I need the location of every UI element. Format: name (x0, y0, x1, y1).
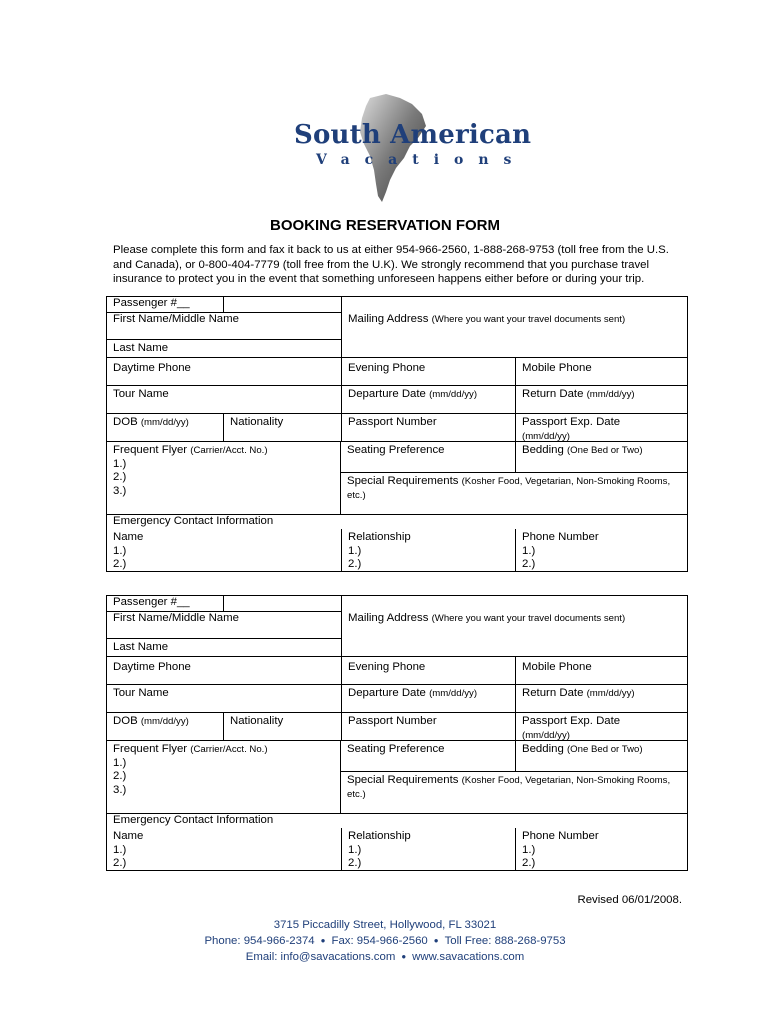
frequent-flyer-field[interactable] (107, 741, 340, 813)
nationality-field[interactable] (223, 414, 341, 441)
emergency-relationship-line-1: 1.) (348, 843, 362, 856)
emergency-name-line-1: 1.) (113, 544, 127, 557)
passport-number-field[interactable] (341, 713, 515, 740)
mobile-phone-field[interactable] (515, 358, 687, 385)
bullet-icon: ● (433, 936, 439, 945)
bedding-label: Bedding (522, 743, 564, 755)
seating-preference-label: Seating Preference (347, 743, 445, 755)
frequent-flyer-field[interactable] (107, 442, 340, 514)
return-date-label: Return Date (522, 388, 584, 400)
evening-phone-label: Evening Phone (348, 661, 426, 673)
dob-field[interactable] (107, 713, 223, 740)
last-name-field[interactable] (107, 638, 341, 657)
bedding-note: (One Bed or Two) (566, 744, 643, 755)
emergency-name-label: Name (113, 830, 144, 842)
return-date-format: (mm/dd/yy) (586, 389, 635, 400)
passenger-number-field[interactable] (223, 596, 341, 611)
evening-phone-field[interactable] (341, 657, 515, 684)
ff-line-2: 2.) (113, 471, 127, 483)
nationality-label: Nationality (230, 715, 284, 727)
first-name-field[interactable] (107, 611, 341, 638)
mobile-phone-field[interactable] (515, 657, 687, 684)
company-logo (288, 92, 532, 204)
footer-fax: Fax: 954-966-2560 (331, 935, 428, 948)
special-requirements-field[interactable] (341, 472, 687, 514)
emergency-contact-heading: Emergency Contact Information (113, 814, 274, 826)
footer-email[interactable]: Email: info@savacations.com (245, 951, 396, 964)
mailing-address-note: (Where you want your travel documents sent) (431, 613, 626, 624)
return-date-format: (mm/dd/yy) (586, 688, 635, 699)
mailing-address-label: Mailing Address (348, 313, 429, 325)
passport-exp-field[interactable] (515, 713, 687, 740)
tour-name-label: Tour Name (113, 687, 169, 699)
passport-exp-format: (mm/dd/yy) (522, 729, 570, 741)
ff-line-1: 1.) (113, 457, 127, 470)
emergency-phone-label: Phone Number (522, 531, 599, 543)
passenger-number-label: Passenger #__ (113, 297, 190, 309)
return-date-label: Return Date (522, 687, 584, 699)
passport-number-field[interactable] (341, 414, 515, 441)
intro-text: Please complete this form and fax it back to us at either 954-966-2560, 1-888-268-9753 (toll free from the U.S. and Canada), or 0-800-404-7779 (toll free from the U.K). We strongly recommend that you purchase travel insurance to protect you in the event that something unforeseen happens either before or during your trip. (113, 244, 669, 285)
emergency-phone-label: Phone Number (522, 830, 599, 842)
form-title: BOOKING RESERVATION FORM (269, 217, 500, 234)
bedding-field[interactable] (515, 442, 687, 472)
emergency-relationship-field[interactable] (341, 529, 515, 571)
emergency-relationship-label: Relationship (348, 531, 411, 543)
emergency-name-line-2: 2.) (113, 857, 127, 869)
seating-preference-label: Seating Preference (347, 444, 445, 456)
dob-format: (mm/dd/yy) (140, 716, 189, 727)
contact-footer (0, 917, 770, 965)
departure-date-field[interactable] (341, 386, 515, 413)
emergency-relationship-line-2: 2.) (348, 857, 362, 869)
ff-line-2: 2.) (113, 770, 127, 782)
bedding-label: Bedding (522, 444, 564, 456)
frequent-flyer-label: Frequent Flyer (113, 444, 188, 456)
first-name-label: First Name/Middle Name (113, 313, 239, 325)
passenger-number-field[interactable] (223, 297, 341, 312)
emergency-name-line-1: 1.) (113, 843, 127, 856)
departure-date-label: Departure Date (348, 687, 426, 699)
special-requirements-label: Special Requirements (347, 475, 459, 487)
emergency-phone-field[interactable] (515, 828, 687, 870)
emergency-relationship-field[interactable] (341, 828, 515, 870)
last-name-label: Last Name (113, 341, 169, 354)
passport-exp-field[interactable] (515, 414, 687, 441)
bedding-note: (One Bed or Two) (566, 445, 643, 456)
passenger-form-2 (106, 595, 688, 871)
frequent-flyer-note: (Carrier/Acct. No.) (190, 445, 268, 456)
last-name-field[interactable] (107, 339, 341, 358)
seating-preference-field[interactable] (341, 442, 515, 472)
dob-field[interactable] (107, 414, 223, 441)
emergency-name-field[interactable] (107, 828, 341, 870)
emergency-relationship-line-2: 2.) (348, 558, 362, 570)
bullet-icon: ● (401, 952, 407, 962)
frequent-flyer-note: (Carrier/Acct. No.) (190, 744, 268, 755)
mailing-address-note: (Where you want your travel documents sent) (431, 314, 626, 325)
footer-address: 3715 Piccadilly Street, Hollywood, FL 33021 (273, 919, 497, 931)
daytime-phone-label: Daytime Phone (113, 362, 191, 374)
evening-phone-label: Evening Phone (348, 362, 426, 374)
daytime-phone-label: Daytime Phone (113, 661, 191, 673)
emergency-name-field[interactable] (107, 529, 341, 571)
special-requirements-note: (Kosher Food, Vegetarian, Non-Smoking Rooms, etc.) (347, 476, 671, 501)
tour-name-field[interactable] (107, 685, 341, 712)
tour-name-field[interactable] (107, 386, 341, 413)
logo-subtitle: Vacations (316, 152, 527, 168)
footer-website[interactable]: www.savacations.com (412, 951, 525, 964)
mailing-address-field[interactable] (341, 297, 687, 357)
special-requirements-label: Special Requirements (347, 774, 459, 786)
emergency-phone-line-2: 2.) (522, 558, 536, 570)
seating-preference-field[interactable] (341, 741, 515, 771)
passport-exp-label: Passport Exp. Date (522, 715, 621, 727)
mailing-address-field[interactable] (341, 596, 687, 656)
dob-label: DOB (113, 416, 138, 428)
emergency-relationship-label: Relationship (348, 830, 411, 842)
dob-format: (mm/dd/yy) (140, 417, 189, 428)
daytime-phone-field[interactable] (107, 657, 341, 684)
ff-line-1: 1.) (113, 756, 127, 769)
emergency-phone-line-1: 1.) (522, 843, 536, 856)
passport-number-label: Passport Number (348, 416, 437, 428)
nationality-field[interactable] (223, 713, 341, 740)
departure-date-field[interactable] (341, 685, 515, 712)
emergency-phone-field[interactable] (515, 529, 687, 571)
footer-tollfree: Toll Free: 888-268-9753 (444, 935, 566, 948)
passport-number-label: Passport Number (348, 715, 437, 727)
mobile-phone-label: Mobile Phone (522, 661, 592, 673)
emergency-phone-line-2: 2.) (522, 857, 536, 869)
passport-exp-label: Passport Exp. Date (522, 416, 621, 428)
ff-line-3: 3.) (113, 783, 127, 796)
departure-date-format: (mm/dd/yy) (429, 389, 478, 400)
emergency-relationship-line-1: 1.) (348, 544, 362, 557)
departure-date-format: (mm/dd/yy) (429, 688, 478, 699)
departure-date-label: Departure Date (348, 388, 426, 400)
bedding-field[interactable] (515, 741, 687, 771)
passenger-number-label: Passenger #__ (113, 596, 190, 608)
frequent-flyer-label: Frequent Flyer (113, 743, 188, 755)
emergency-contact-heading: Emergency Contact Information (113, 515, 274, 527)
first-name-field[interactable] (107, 312, 341, 339)
mobile-phone-label: Mobile Phone (522, 362, 592, 374)
passenger-form-1 (106, 296, 688, 572)
logo-name: South American (294, 120, 532, 150)
bullet-icon: ● (320, 936, 326, 945)
return-date-field[interactable] (515, 386, 687, 413)
emergency-name-label: Name (113, 531, 144, 543)
footer-phone: Phone: 954-966-2374 (204, 935, 315, 948)
dob-label: DOB (113, 715, 138, 727)
mailing-address-label: Mailing Address (348, 612, 429, 624)
evening-phone-field[interactable] (341, 358, 515, 385)
return-date-field[interactable] (515, 685, 687, 712)
emergency-name-line-2: 2.) (113, 558, 127, 570)
nationality-label: Nationality (230, 416, 284, 428)
special-requirements-field[interactable] (341, 771, 687, 813)
passport-exp-format: (mm/dd/yy) (522, 430, 570, 442)
first-name-label: First Name/Middle Name (113, 612, 239, 624)
last-name-label: Last Name (113, 640, 169, 653)
special-requirements-note: (Kosher Food, Vegetarian, Non-Smoking Rooms, etc.) (347, 775, 671, 800)
tour-name-label: Tour Name (113, 388, 169, 400)
emergency-phone-line-1: 1.) (522, 544, 536, 557)
revision-date: Revised 06/01/2008. (577, 894, 682, 906)
ff-line-3: 3.) (113, 484, 127, 497)
daytime-phone-field[interactable] (107, 358, 341, 385)
